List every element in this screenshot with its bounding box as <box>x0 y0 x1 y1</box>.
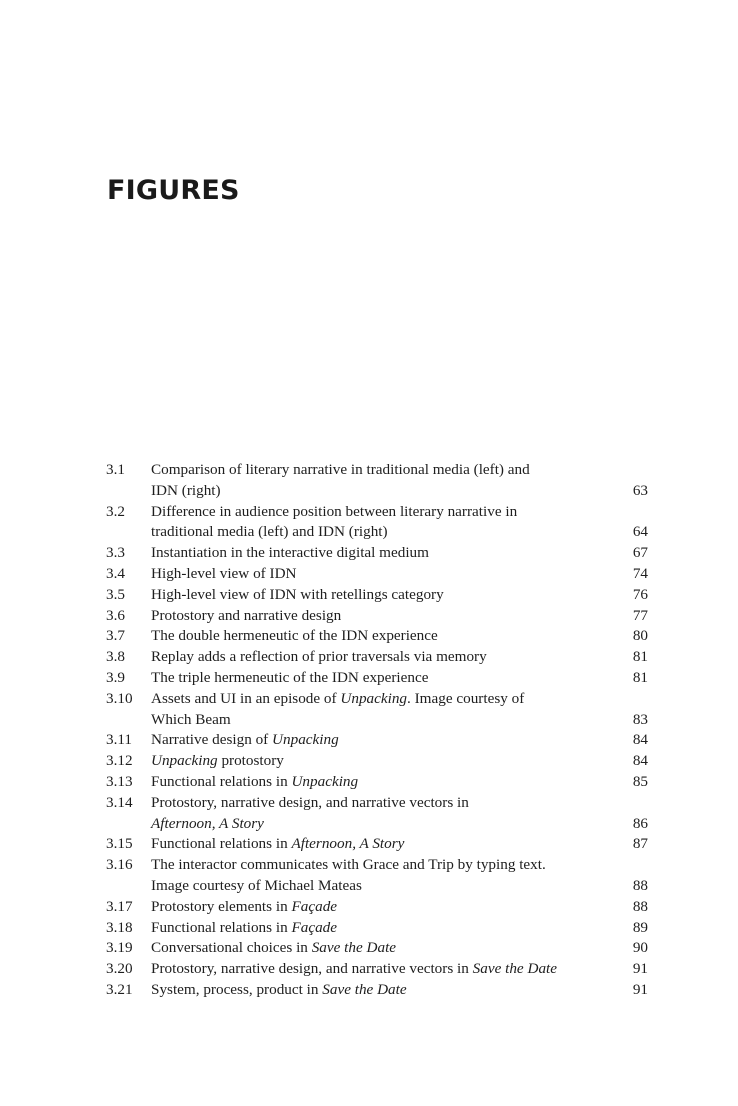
caption-text <box>151 772 622 793</box>
italic-title: Unpacking <box>272 731 339 749</box>
caption-text <box>151 522 622 543</box>
page-number: 87 <box>632 835 648 853</box>
figure-number: 3.6 <box>106 606 125 624</box>
italic-title: Afternoon, A Story <box>291 835 405 853</box>
caption-segment: IDN (right) <box>151 481 221 499</box>
caption-segment: protostory <box>217 752 284 770</box>
figure-number: 3.4 <box>106 564 125 582</box>
figure-caption <box>151 730 648 751</box>
caption-segment: Assets and UI in an episode of <box>151 689 341 707</box>
caption-line <box>151 689 648 710</box>
figure-number: 3.21 <box>106 980 133 998</box>
caption-line <box>151 730 648 751</box>
caption-text <box>151 710 622 731</box>
figure-number: 3.18 <box>106 918 133 936</box>
figure-entry <box>106 626 648 647</box>
page-number <box>622 855 648 876</box>
caption-line <box>151 834 648 855</box>
page-number: 86 <box>632 814 648 832</box>
caption-text <box>151 585 622 606</box>
caption-text <box>151 668 622 689</box>
caption-segment: Conversational choices in <box>151 939 312 957</box>
caption-segment: Protostory elements in <box>151 897 292 915</box>
figure-number: 3.9 <box>106 668 125 686</box>
figure-list <box>106 460 648 1001</box>
caption-segment: Narrative design of <box>151 731 273 749</box>
italic-title: Save the Date <box>472 960 557 978</box>
caption-segment: Protostory, narrative design, and narrative vectors in <box>151 960 473 978</box>
figure-caption <box>151 668 648 689</box>
caption-text <box>151 730 622 751</box>
caption-text <box>151 689 622 710</box>
figure-caption <box>151 564 648 585</box>
caption-text <box>151 814 622 835</box>
page-number: 84 <box>632 752 648 770</box>
figure-entry <box>106 647 648 668</box>
figure-caption <box>151 938 648 959</box>
figure-entry <box>106 585 648 606</box>
figure-number: 3.10 <box>106 689 133 707</box>
page-number: 88 <box>632 897 648 915</box>
figure-caption <box>151 751 648 772</box>
figure-caption <box>151 897 648 918</box>
caption-text <box>151 793 622 814</box>
figure-caption <box>151 647 648 668</box>
figure-entry <box>106 793 648 835</box>
figure-number: 3.2 <box>106 502 125 520</box>
caption-line <box>151 959 648 980</box>
caption-line <box>151 502 648 523</box>
caption-segment: Functional relations in <box>151 772 292 790</box>
figure-caption <box>151 460 648 502</box>
caption-line <box>151 980 648 1001</box>
figure-caption <box>151 959 648 980</box>
caption-segment: Protostory and narrative design <box>151 606 342 624</box>
caption-line <box>151 938 648 959</box>
caption-line <box>151 897 648 918</box>
figure-caption <box>151 543 648 564</box>
caption-text <box>151 647 622 668</box>
page-number: 76 <box>632 585 648 603</box>
caption-line <box>151 460 648 481</box>
caption-text <box>151 980 622 1001</box>
figure-number: 3.17 <box>106 897 133 915</box>
caption-text <box>151 564 622 585</box>
italic-title: Unpacking <box>151 752 218 770</box>
caption-text <box>151 897 622 918</box>
caption-line <box>151 626 648 647</box>
figure-number: 3.20 <box>106 960 133 978</box>
page-title: FIGURES <box>107 175 240 206</box>
figure-number: 3.7 <box>106 627 125 645</box>
italic-title: Unpacking <box>291 772 359 790</box>
caption-text <box>151 543 622 564</box>
page-number <box>622 793 648 814</box>
caption-line <box>151 543 648 564</box>
figure-entry <box>106 543 648 564</box>
page-number: 88 <box>632 876 648 894</box>
figure-caption <box>151 502 648 544</box>
page-number: 85 <box>632 772 648 790</box>
figure-caption <box>151 606 648 627</box>
page-number: 90 <box>632 939 648 957</box>
italic-title: Save the Date <box>311 939 397 957</box>
caption-line <box>151 668 648 689</box>
caption-segment: Image courtesy of Michael Mateas <box>151 876 362 894</box>
page-number <box>622 460 648 481</box>
italic-title: Façade <box>291 897 338 915</box>
figure-number: 3.11 <box>106 731 133 749</box>
page-number: 77 <box>632 606 648 624</box>
figure-entry <box>106 460 648 502</box>
figure-number: 3.14 <box>106 793 133 811</box>
page-number: 74 <box>632 564 648 582</box>
figure-number: 3.13 <box>106 772 133 790</box>
figure-entry <box>106 855 648 897</box>
caption-segment: . Image courtesy of <box>407 689 525 707</box>
caption-line <box>151 876 648 897</box>
figure-entry <box>106 751 648 772</box>
caption-text <box>151 751 622 772</box>
figure-number: 3.3 <box>106 544 125 562</box>
figure-number: 3.19 <box>106 939 133 957</box>
figure-caption <box>151 918 648 939</box>
figure-entry <box>106 834 648 855</box>
caption-text <box>151 460 622 481</box>
caption-text <box>151 834 622 855</box>
caption-segment: Replay adds a reflection of prior traversals via memory <box>151 648 487 666</box>
italic-title: Afternoon, A Story <box>151 814 264 832</box>
caption-text <box>151 918 622 939</box>
figure-caption <box>151 772 648 793</box>
caption-line <box>151 606 648 627</box>
figure-caption <box>151 834 648 855</box>
caption-text <box>151 855 622 876</box>
caption-segment: Functional relations in <box>151 918 292 936</box>
caption-line <box>151 647 648 668</box>
page-number: 84 <box>632 731 648 749</box>
figure-number: 3.8 <box>106 648 125 666</box>
page-number <box>622 502 648 523</box>
figure-number: 3.15 <box>106 835 133 853</box>
page-number: 63 <box>632 481 648 499</box>
caption-segment: Which Beam <box>151 710 231 728</box>
caption-line <box>151 918 648 939</box>
caption-line <box>151 564 648 585</box>
caption-segment: Protostory, narrative design, and narrative vectors in <box>151 793 469 811</box>
caption-text <box>151 959 622 980</box>
page-number: 81 <box>632 648 648 666</box>
caption-text <box>151 626 622 647</box>
caption-text <box>151 481 622 502</box>
caption-line <box>151 710 648 731</box>
figure-entry <box>106 606 648 627</box>
caption-segment: Comparison of literary narrative in traditional media (left) and <box>151 461 530 478</box>
caption-segment: The double hermeneutic of the IDN experience <box>151 627 438 645</box>
caption-line <box>151 814 648 835</box>
italic-title: Façade <box>291 918 338 936</box>
caption-line <box>151 793 648 814</box>
page-number: 64 <box>632 523 648 541</box>
figure-entry <box>106 938 648 959</box>
caption-segment: High-level view of IDN with retellings category <box>151 585 444 603</box>
figure-entry <box>106 689 648 731</box>
page-number: 67 <box>632 544 648 562</box>
caption-line <box>151 751 648 772</box>
page-number: 91 <box>632 960 648 978</box>
page-number: 81 <box>632 668 648 686</box>
page-number: 80 <box>632 627 648 645</box>
figure-caption <box>151 793 648 835</box>
caption-segment: Difference in audience position between literary narrative in <box>151 502 518 520</box>
figure-entry <box>106 668 648 689</box>
figure-entry <box>106 980 648 1001</box>
figure-number: 3.1 <box>106 461 125 478</box>
caption-text <box>151 938 622 959</box>
figure-entry <box>106 564 648 585</box>
caption-line <box>151 481 648 502</box>
page-number <box>622 689 648 710</box>
caption-segment: High-level view of IDN <box>151 564 297 582</box>
figure-number: 3.5 <box>106 585 125 603</box>
caption-text <box>151 606 622 627</box>
caption-segment: The interactor communicates with Grace and Trip by typing text. <box>151 856 546 874</box>
page-number: 89 <box>632 918 648 936</box>
figure-number: 3.16 <box>106 856 133 874</box>
figure-caption <box>151 980 648 1001</box>
figure-entry <box>106 918 648 939</box>
caption-line <box>151 585 648 606</box>
figure-entry <box>106 959 648 980</box>
italic-title: Unpacking <box>340 689 408 707</box>
figure-entry <box>106 772 648 793</box>
figure-entry <box>106 897 648 918</box>
caption-segment: Instantiation in the interactive digital medium <box>151 544 429 562</box>
caption-text <box>151 502 622 523</box>
caption-line <box>151 772 648 793</box>
page-number: 83 <box>632 710 648 728</box>
caption-segment: System, process, product in <box>151 980 323 998</box>
caption-line <box>151 522 648 543</box>
figure-caption <box>151 855 648 897</box>
caption-segment: The triple hermeneutic of the IDN experience <box>151 668 429 686</box>
caption-line <box>151 855 648 876</box>
page-number: 91 <box>632 980 648 998</box>
caption-segment: Functional relations in <box>151 835 292 853</box>
figure-caption <box>151 689 648 731</box>
figure-entry <box>106 730 648 751</box>
figure-entry <box>106 502 648 544</box>
caption-text <box>151 876 622 897</box>
caption-segment: traditional media (left) and IDN (right) <box>151 523 388 541</box>
figure-caption <box>151 626 648 647</box>
figure-number: 3.12 <box>106 752 133 770</box>
figure-caption <box>151 585 648 606</box>
italic-title: Save the Date <box>322 980 407 998</box>
